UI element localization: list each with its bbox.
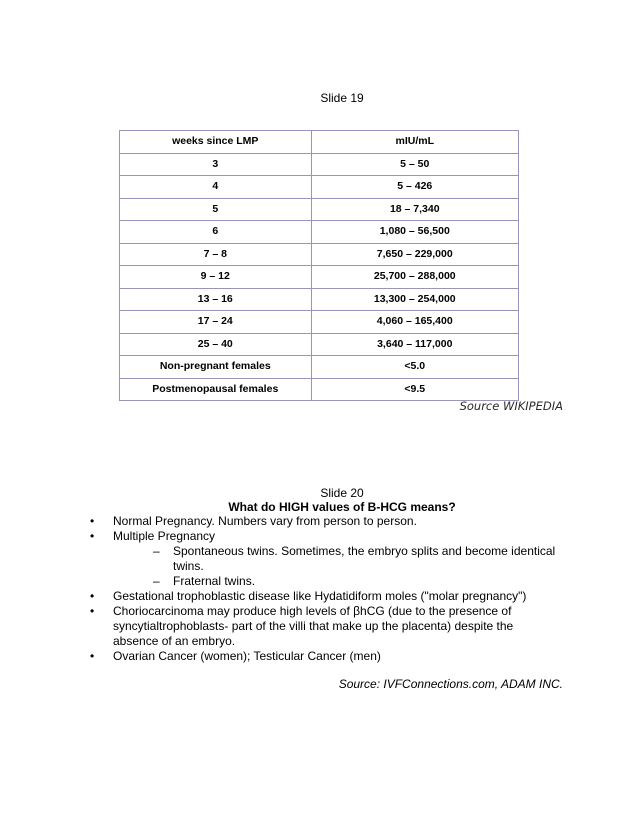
- list-item-text: Ovarian Cancer (women); Testicular Cancer (men): [113, 649, 381, 663]
- source-wikipedia: Source WIKIPEDIA: [459, 399, 563, 413]
- high-values-list: [90, 514, 560, 664]
- cell-miu: 5 – 50: [311, 153, 518, 176]
- table-row: [120, 266, 519, 289]
- list-item: [90, 529, 560, 589]
- bullet-icon: •: [90, 529, 95, 543]
- bullet-icon: •: [90, 604, 95, 618]
- cell-weeks: 7 – 8: [120, 243, 312, 266]
- table-row: [120, 153, 519, 176]
- cell-weeks: 4: [120, 176, 312, 199]
- header-miu: mIU/mL: [311, 131, 518, 154]
- bullet-icon: •: [90, 514, 95, 528]
- table-row: [120, 311, 519, 334]
- cell-weeks: 5: [120, 198, 312, 221]
- cell-weeks: 17 – 24: [120, 311, 312, 334]
- list-item: [90, 604, 560, 649]
- table-row: [120, 243, 519, 266]
- cell-miu: 4,060 – 165,400: [311, 311, 518, 334]
- table-row: [120, 333, 519, 356]
- list-item-text: Normal Pregnancy. Numbers vary from person to person.: [113, 514, 417, 528]
- cell-miu: <9.5: [311, 378, 518, 401]
- slide-20-label: Slide 20: [320, 486, 364, 500]
- cell-weeks: 6: [120, 221, 312, 244]
- cell-weeks: 9 – 12: [120, 266, 312, 289]
- source-ivfconnections: Source: IVFConnections.com, ADAM INC.: [338, 677, 563, 691]
- table-row: [120, 221, 519, 244]
- cell-weeks: Non-pregnant females: [120, 356, 312, 379]
- cell-miu: 18 – 7,340: [311, 198, 518, 221]
- sub-list: [113, 544, 560, 589]
- list-item: [90, 514, 560, 529]
- cell-weeks: 25 – 40: [120, 333, 312, 356]
- table-row: [120, 378, 519, 401]
- table-row: [120, 356, 519, 379]
- sub-list-item: [113, 544, 560, 574]
- list-item: [90, 589, 560, 604]
- cell-miu: 3,640 – 117,000: [311, 333, 518, 356]
- cell-weeks: 13 – 16: [120, 288, 312, 311]
- dash-icon: –: [153, 574, 160, 588]
- table-row: [120, 288, 519, 311]
- list-item-text: Multiple Pregnancy: [113, 529, 216, 543]
- bullet-icon: •: [90, 589, 95, 603]
- hcg-levels-table: [119, 130, 519, 401]
- cell-miu: 25,700 – 288,000: [311, 266, 518, 289]
- slide-20-title: What do HIGH values of B-HCG means?: [228, 500, 456, 514]
- dash-icon: –: [153, 544, 160, 558]
- cell-miu: 7,650 – 229,000: [311, 243, 518, 266]
- list-item: [90, 649, 560, 664]
- sub-list-item-text: Fraternal twins.: [173, 574, 256, 588]
- table-row: [120, 198, 519, 221]
- list-item-text: Gestational trophoblastic disease like Hydatidiform moles ("molar pregnancy"): [113, 589, 527, 603]
- sub-list-item-text: Spontaneous twins. Sometimes, the embryo splits and become identical twins.: [173, 544, 556, 573]
- table-row: [120, 176, 519, 199]
- cell-miu: 5 – 426: [311, 176, 518, 199]
- table-header-row: [120, 131, 519, 154]
- cell-miu: 13,300 – 254,000: [311, 288, 518, 311]
- list-item-text: Choriocarcinoma may produce high levels of βhCG (due to the presence of syncytialtrophoblasts- part of the villi that make up the placenta) despite the absence of an embryo.: [113, 604, 514, 648]
- cell-miu: 1,080 – 56,500: [311, 221, 518, 244]
- cell-miu: <5.0: [311, 356, 518, 379]
- bullet-icon: •: [90, 649, 95, 663]
- slide-19-label: Slide 19: [320, 91, 364, 105]
- header-weeks: weeks since LMP: [120, 131, 312, 154]
- cell-weeks: 3: [120, 153, 312, 176]
- sub-list-item: [113, 574, 560, 589]
- cell-weeks: Postmenopausal females: [120, 378, 312, 401]
